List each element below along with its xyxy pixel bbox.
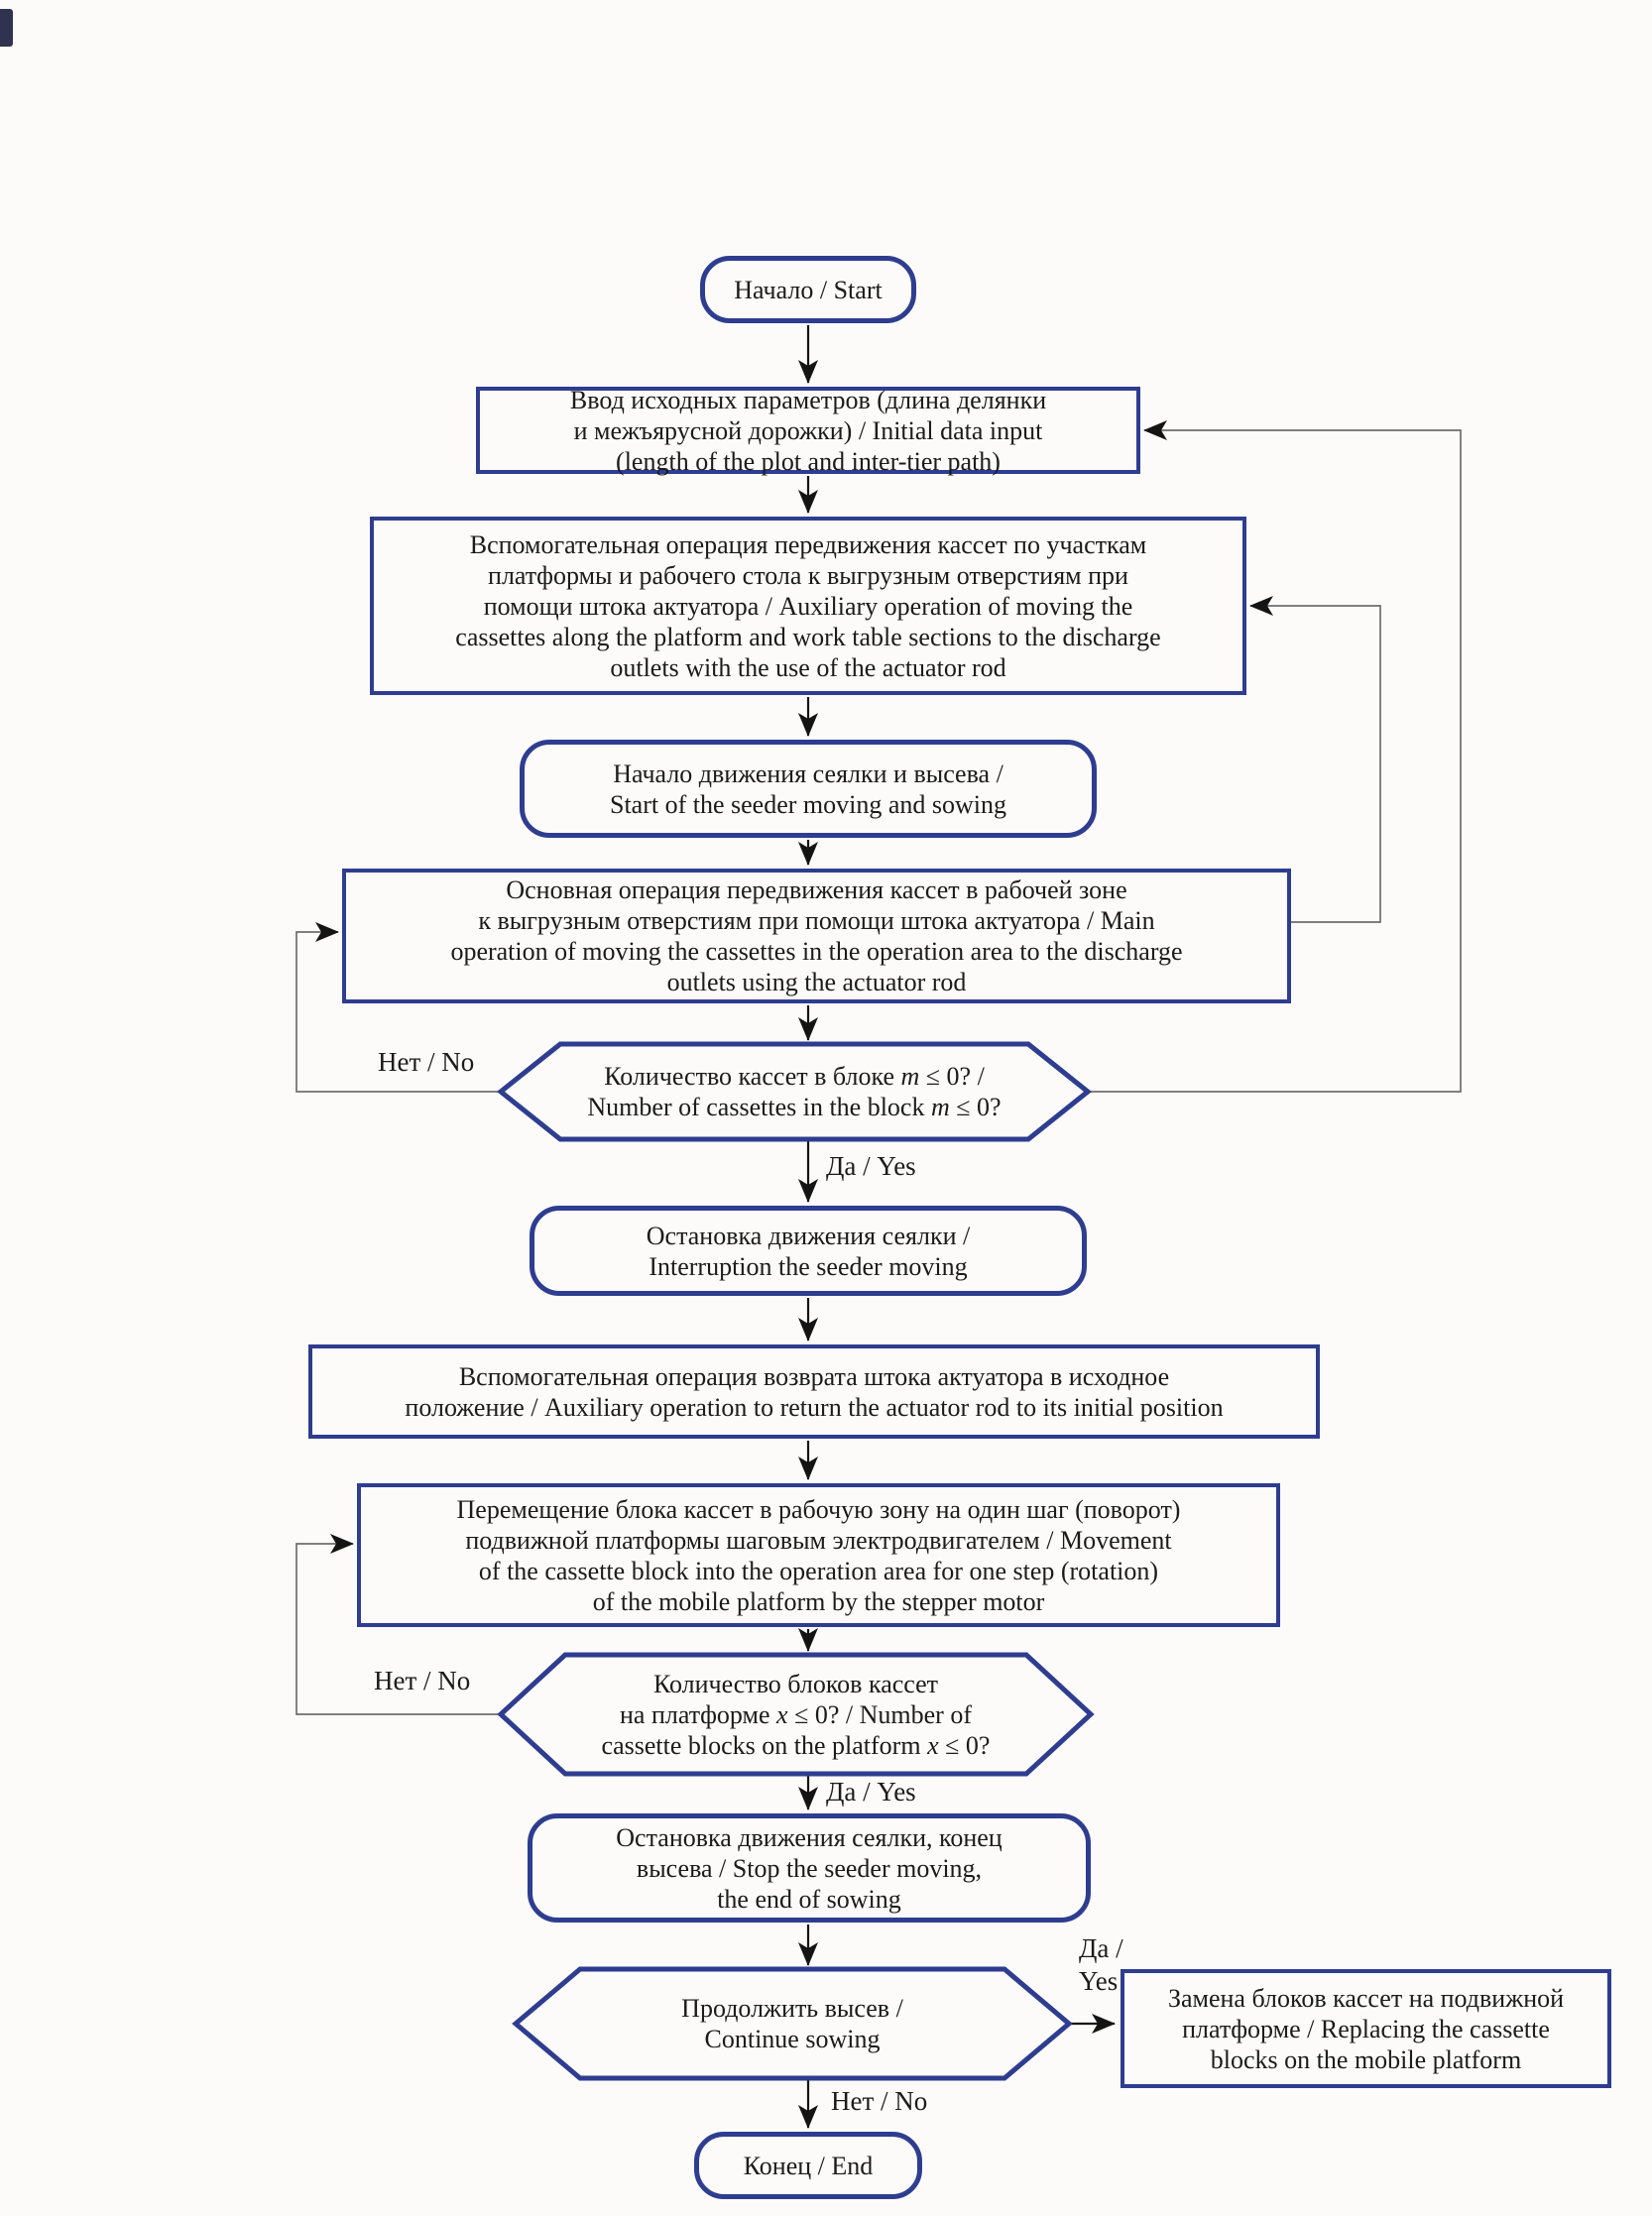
node-aux-operation (370, 517, 1246, 695)
node-text-line: высева / Stop the seeder moving, (636, 1853, 983, 1883)
node-text-line: (length of the plot and inter-tier path) (616, 446, 1001, 476)
label-no-1: Нет / No (378, 1047, 475, 1077)
node-text-line: платформе / Replacing the cassette (1182, 2014, 1550, 2043)
node-text-line: cassettes along the platform and work table sections to the discharge (455, 622, 1161, 651)
node-text-line: Конец / End (743, 2151, 874, 2180)
label-no-2: Нет / No (374, 1666, 471, 1695)
node-text-line: на платформе x ≤ 0? / Number of (620, 1699, 972, 1729)
node-input-params (476, 387, 1140, 474)
node-text-line: Количество кассет в блоке m ≤ 0? / (604, 1062, 985, 1091)
scan-artifact (0, 9, 13, 47)
label-no-3: Нет / No (831, 2086, 928, 2116)
node-text-line: outlets with the use of the actuator rod (610, 652, 1006, 682)
node-seeder-stop (530, 1206, 1087, 1296)
label-yes-2: Да / Yes (826, 1777, 916, 1807)
node-rod-return (308, 1344, 1320, 1439)
node-text-line: положение / Auxiliary operation to return the actuator rod to its initial position (405, 1392, 1224, 1422)
node-text-line: и межъярусной дорожки) / Initial data input (573, 415, 1043, 445)
label-yes-3: Да / Yes (1079, 1933, 1123, 1996)
node-text-line: Остановка движения сеялки, конец (616, 1822, 1003, 1852)
node-text-line: Начало / Start (734, 275, 883, 304)
math-var-x: x (927, 1730, 939, 1760)
node-text-line: the end of sowing (717, 1884, 901, 1914)
decision-blocks-count (540, 1655, 1051, 1774)
node-text-line: of the cassette block into the operation area for one step (rotation) (478, 1556, 1159, 1585)
decision-cassettes-count (535, 1044, 1053, 1139)
node-text-line: Продолжить высев / (681, 1994, 903, 2023)
node-text-line: outlets using the actuator rod (666, 968, 967, 996)
node-text-line: помощи штока актуатора / Auxiliary operation of moving the (483, 591, 1133, 621)
node-text-line: Вспомогательная операция возврата штока актуатора в исходное (458, 1361, 1170, 1391)
label-yes-1: Да / Yes (826, 1151, 916, 1181)
node-text-line: к выгрузным отверстиям при помощи штока актуатора / Main (478, 906, 1155, 935)
node-text-line: Ввод исходных параметров (длина делянки (569, 385, 1047, 414)
node-text-line: Основная операция передвижения кассет в рабочей зоне (506, 875, 1127, 904)
node-text-line: operation of moving the cassettes in the operation area to the discharge (450, 937, 1183, 966)
math-var-m: m (900, 1062, 920, 1091)
node-text-line: blocks on the mobile platform (1210, 2044, 1522, 2074)
node-text-line: Количество блоков кассет (652, 1669, 939, 1698)
node-text-line: Start of the seeder moving and sowing (609, 789, 1007, 819)
math-var-m: m (930, 1093, 950, 1121)
node-text-line: cassette blocks on the platform x ≤ 0? (601, 1730, 991, 1760)
node-text-line: Number of cassettes in the block m ≤ 0? (587, 1093, 1002, 1121)
node-text-line: of the mobile platform by the stepper motor (592, 1586, 1045, 1616)
node-text-line: Вспомогательная операция передвижения кассет по участкам (469, 529, 1147, 559)
decision-continue-sowing (555, 1969, 1029, 2078)
node-text-line: платформы и рабочего стола к выгрузным отверстиям при (488, 560, 1128, 590)
node-text-line: Перемещение блока кассет в рабочую зону на один шаг (поворот) (456, 1494, 1181, 1524)
node-main-operation (342, 869, 1291, 1003)
node-text-line: Interruption the seeder moving (649, 1251, 968, 1281)
node-start (700, 256, 916, 323)
node-sowing-stop (528, 1813, 1091, 1923)
node-platform-step (357, 1483, 1280, 1627)
node-text-line: Остановка движения сеялки / (646, 1221, 971, 1250)
node-seeder-start (520, 740, 1097, 838)
node-text-line: подвижной платформы шаговым электродвигателем / Movement (465, 1525, 1172, 1555)
node-replace-blocks (1121, 1969, 1611, 2088)
node-text-line: Замена блоков кассет на подвижной (1167, 1983, 1565, 2013)
math-var-x: x (776, 1699, 788, 1729)
node-text-line: Начало движения сеялки и высева / (613, 758, 1003, 788)
node-text-line: Continue sowing (704, 2025, 881, 2053)
node-end (694, 2132, 922, 2199)
